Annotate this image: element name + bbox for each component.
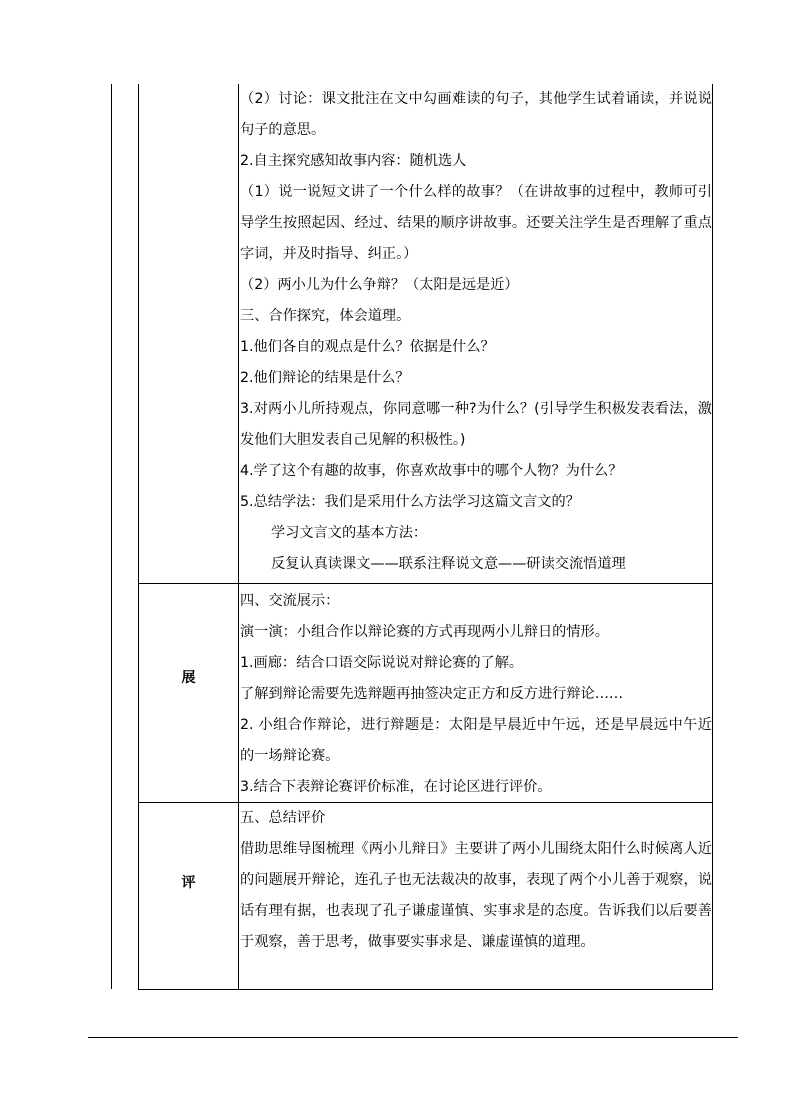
text-line: 2.自主探究感知故事内容：随机选人 <box>240 153 467 169</box>
text-line: 了解到辩论需要先选辩题再抽签决定正方和反方进行辩论…… <box>240 686 624 702</box>
table-right-border <box>712 84 713 989</box>
row-content-2 <box>240 586 712 803</box>
text-line: （1）说一说短文讲了一个什么样的故事？（在讲故事的过程中，教师可引导学生按照起因、经过、结果的顺序讲故事。还要关注学生是否理解了重点字词，并及时指导、纠正。） <box>240 184 712 262</box>
row-content-1 <box>240 84 712 580</box>
text-line: 1.他们各自的观点是什么？依据是什么？ <box>240 339 495 355</box>
table-left-border <box>111 84 112 989</box>
table-bottom-border <box>138 989 713 990</box>
text-line: 2.他们辩论的结果是什么？ <box>240 370 410 386</box>
text-line: 三、合作探究，体会道理。 <box>240 308 411 324</box>
text-line: 学习文言文的基本方法： <box>271 525 428 541</box>
footer-rule <box>88 1037 738 1038</box>
row-label-2: 展 <box>181 670 196 686</box>
text-line: 2. 小组合作辩论，进行辩题是：太阳是早晨近中午远，还是早晨远中午近的一场辩论赛。 <box>240 717 712 764</box>
text-line: 5.总结学法：我们是采用什么方法学习这篇文言文的？ <box>240 494 580 510</box>
row-label-3: 评 <box>181 875 196 891</box>
text-line: （2）讨论：课文批注在文中勾画难读的句子，其他学生试着诵读，并说说句子的意思。 <box>240 91 712 138</box>
text-line: 借助思维导图梳理《两小儿辩日》主要讲了两小儿围绕太阳什么时候离人近的问题展开辩论，连孔子也无法裁决的故事，表现了两个小儿善于观察，说话有理有据，也表现了孔子谦虚谨慎、实事求是的态度。告诉我们以后要善于观察，善于思考，做事要实事求是、谦虚谨慎的道理。 <box>240 841 712 950</box>
text-line: 四、交流展示： <box>240 593 340 609</box>
text-line: 1.画廊：结合口语交际说说对辩论赛的了解。 <box>240 655 524 671</box>
row-divider-1 <box>138 583 713 584</box>
table-inner-border <box>138 84 139 989</box>
row-content-3 <box>240 803 712 958</box>
text-line: 3.结合下表辩论赛评价标准，在讨论区进行评价。 <box>240 779 552 795</box>
text-line: 五、总结评价 <box>240 810 326 826</box>
text-line: 4.学了这个有趣的故事，你喜欢故事中的哪个人物？为什么？ <box>240 463 623 479</box>
text-line: 反复认真读课文——联系注释说文意——研读交流悟道理 <box>271 556 626 572</box>
column-divider <box>238 84 239 989</box>
text-line: 3.对两小儿所持观点，你同意哪一种?为什么？(引导学生积极发表看法，激发他们大胆发表自己见解的积极性。) <box>240 401 712 448</box>
text-line: 演一演：小组合作以辩论赛的方式再现两小儿辩日的情形。 <box>240 624 609 640</box>
text-line: （2）两小儿为什么争辩？（太阳是远是近） <box>240 277 519 293</box>
